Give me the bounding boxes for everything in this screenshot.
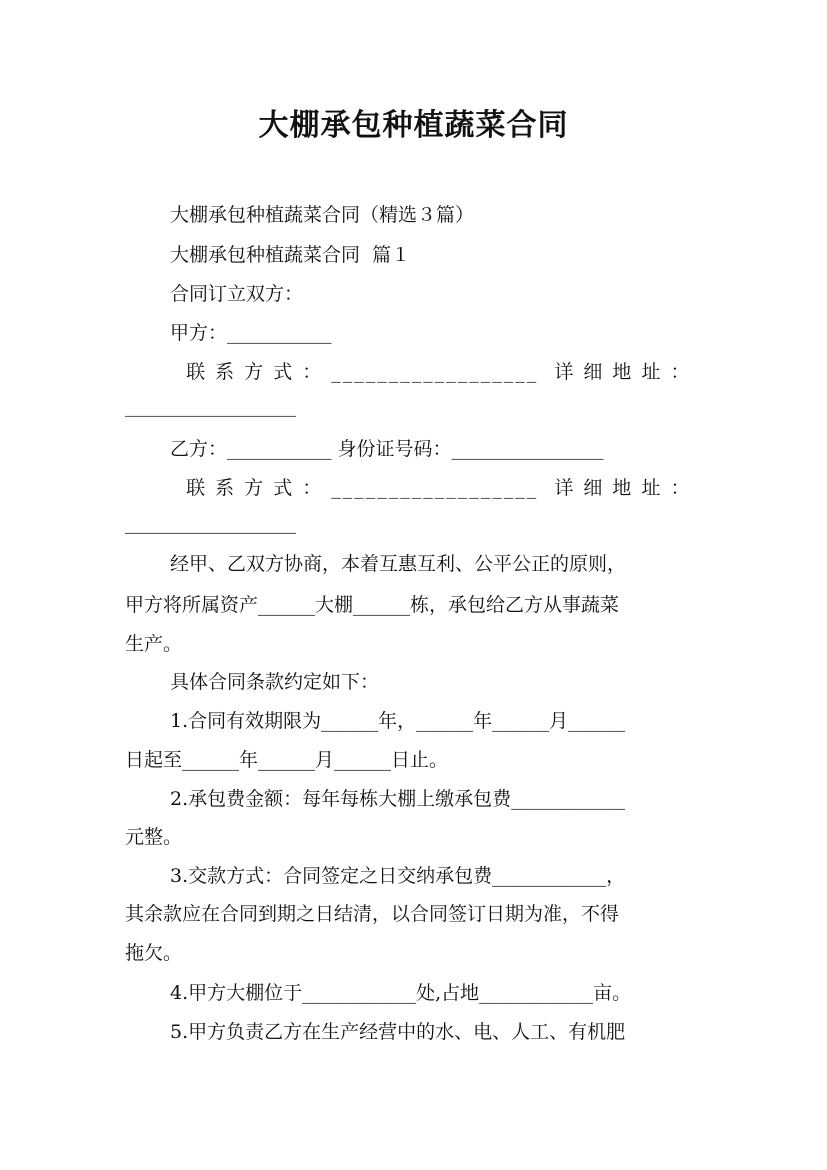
body-paragraph-line: 甲方将所属资产______大棚______栋，承包给乙方从事蔬菜 — [125, 594, 620, 616]
terms-intro: 具体合同条款约定如下： — [170, 671, 380, 693]
clause-5-line: 5.甲方负责乙方在生产经营中的水、电、人工、有机肥 — [170, 1021, 626, 1043]
body-paragraph-line: 经甲、乙双方协商，本着互惠互利、公平公正的原则， — [170, 553, 627, 575]
party-a-line: 甲方：___________ — [170, 322, 332, 344]
clause-2-line: 2.承包费金额：每年每栋大棚上缴承包费____________ — [170, 788, 626, 810]
section-heading: 大棚承包种植蔬菜合同 篇１ — [170, 244, 411, 266]
subtitle-line: 大棚承包种植蔬菜合同（精选３篇） — [170, 204, 475, 226]
body-paragraph-line: 生产。 — [125, 633, 183, 655]
party-b-line: 乙方：___________ 身份证号码：________________ — [170, 438, 604, 460]
clause-2-line: 元整。 — [125, 826, 183, 848]
party-a-contact-line: 联 系 方 式 ： __________________ 详 细 地 址 ： — [170, 361, 692, 383]
clause-3-line: 其余款应在合同到期之日结清，以合同签订日期为准，不得 — [125, 903, 620, 925]
clause-1-line: 1.合同有效期限为______年，______年______月______ — [170, 710, 626, 732]
clause-3-line: 3.交款方式：合同签定之日交纳承包费____________， — [170, 865, 626, 887]
document-title: 大棚承包种植蔬菜合同 — [258, 108, 569, 143]
party-a-address-line: __________________ — [125, 395, 296, 417]
party-b-contact-line: 联 系 方 式 ： __________________ 详 细 地 址 ： — [170, 477, 692, 499]
clause-3-line: 拖欠。 — [125, 942, 183, 964]
party-b-address-line: __________________ — [125, 512, 296, 534]
clause-4-line: 4.甲方大棚位于____________处,占地____________亩。 — [170, 982, 632, 1004]
parties-label: 合同订立双方： — [170, 283, 304, 305]
clause-1-line: 日起至______年______月______日止。 — [125, 749, 449, 771]
